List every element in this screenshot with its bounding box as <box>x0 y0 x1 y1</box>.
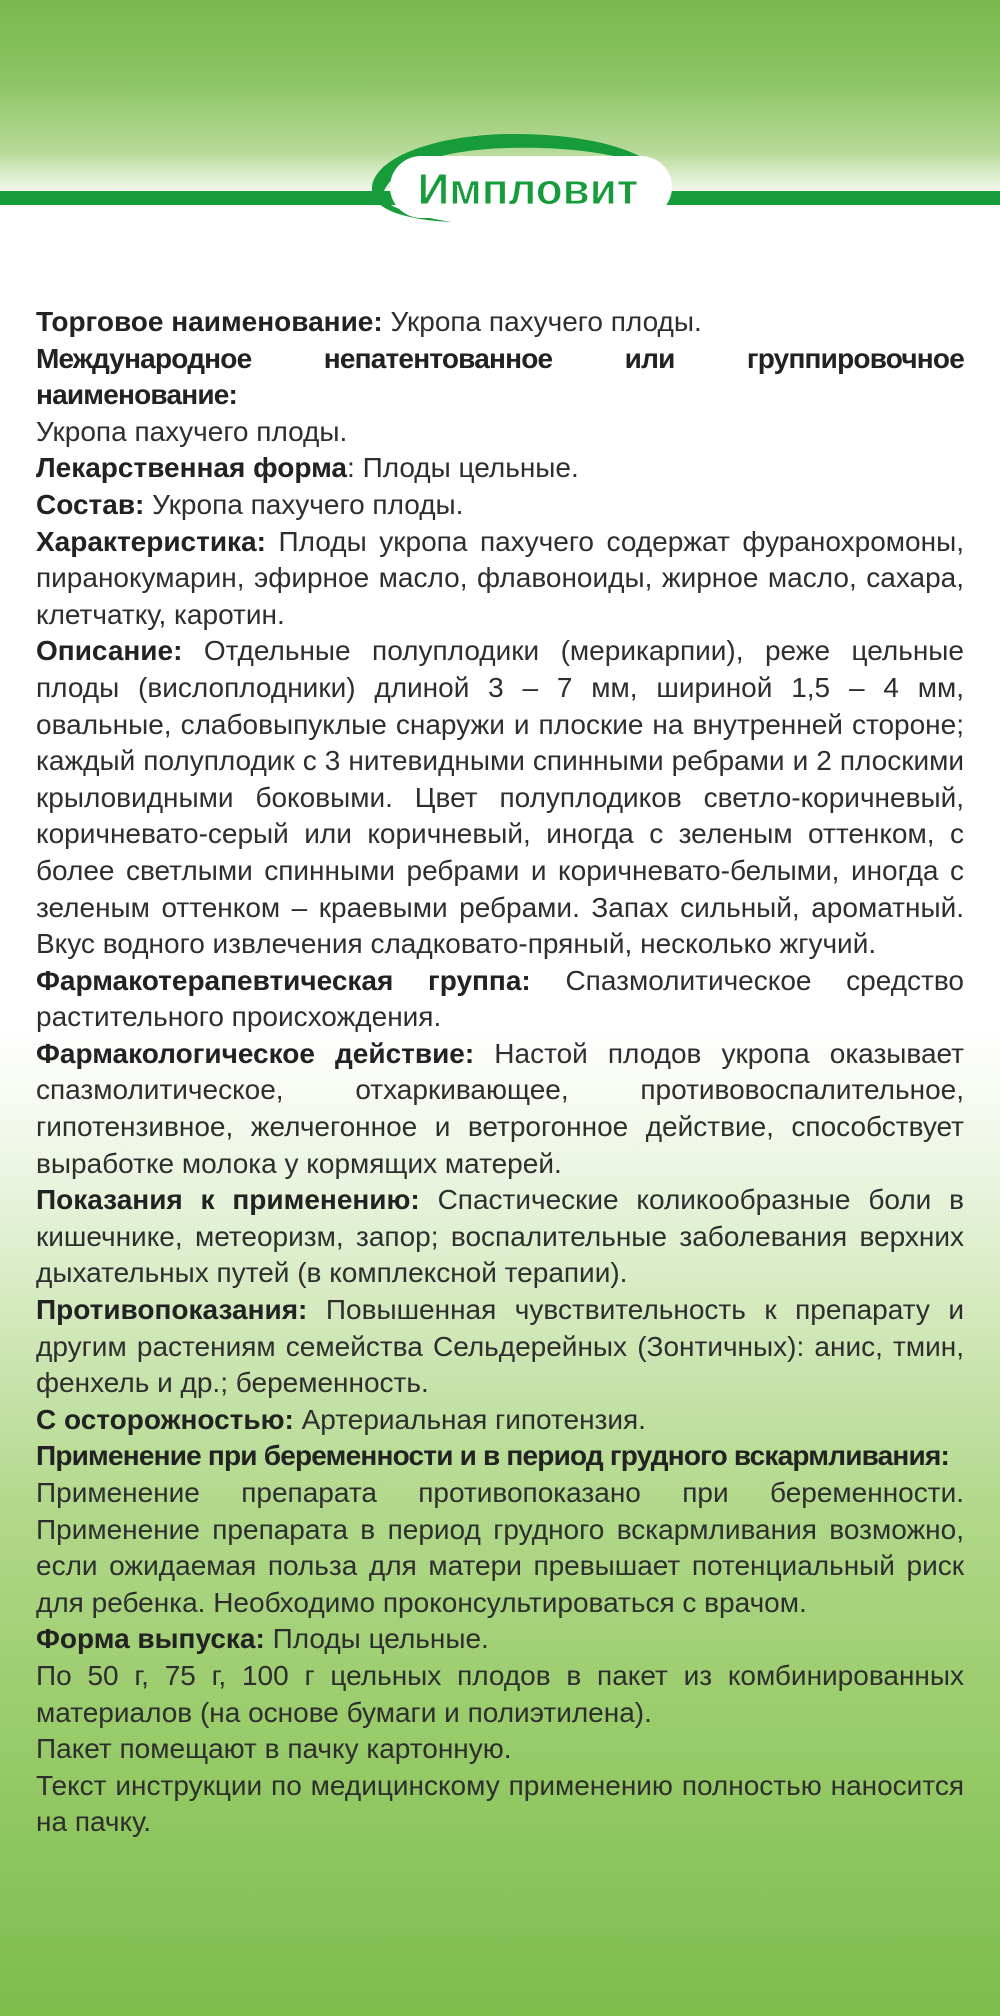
section-text: Настой плодов укропа оказывает спазмолитическое, отхаркивающее, противовоспалительное, гипотензивное, желчегонное и ветрогонное действие, способствует выработке молока у кормящих матерей. <box>36 1037 965 1179</box>
pregnancy-text <box>36 1475 964 1621</box>
section-text: Плоды цельные. <box>264 1623 489 1655</box>
section-text: Плоды укропа пахучего содержат фуранохромоны, пиранокумарин, эфирное масло, флавоноиды, жирное масло, сахара, клетчатку, каротин. <box>36 525 964 630</box>
section-text: Отдельные полуплодики (мерикарпии), реже цельные плоды (вислоплодники) длиной 3 – 7 мм, шириной 1,5 – 4 мм, овальные, слабовыпуклые снаружи и плоские на внутренней стороне; каждый полуплодик с 3 нитевидными спинными ребрами и 2 плоскими крыловидными боковыми. Цвет полуплодиков светло-коричневый, коричневато-серый или коричневый, иногда с зеленым оттенком, с более светлыми спинными ребрами и коричневато-белыми, иногда с зеленым оттенком – краевыми ребрами. Запах сильный, ароматный. Вкус водного извлечения сладковато-пряный, несколько жгучий. <box>36 635 964 960</box>
section-text: : Плоды цельные. <box>347 452 579 484</box>
section-label: Состав: <box>36 488 145 520</box>
indications <box>36 1182 964 1292</box>
section-label: Международное непатентованное или группировочное наименование: <box>36 342 964 411</box>
section-text: Спастические коликообразные боли в кишечнике, метеоризм, запор; воспалительные заболевания верхних дыхательных путей (в комплексной терапии). <box>36 1184 964 1289</box>
section-text: Укропа пахучего плоды. <box>144 488 464 520</box>
precautions <box>36 1402 964 1439</box>
section-label: Фармакологическое действие: <box>36 1037 475 1069</box>
pharmacological-action <box>36 1036 964 1182</box>
section-text: Применение препарата противопоказано при беременности. Применение препарата в период грудного вскармливания возможно, если ожидаемая польза для матери превышает потенциальный риск для ребенка. Необходимо проконсультироваться с врачом. <box>36 1477 964 1618</box>
packaging <box>36 1658 964 1731</box>
section-text: Спазмолитическое средство растительного происхождения. <box>36 964 964 1033</box>
release-note: Пакет помещают в пачку картонную. <box>36 1733 512 1765</box>
section-label: Противопоказания: <box>36 1294 308 1326</box>
trade-name <box>36 304 964 341</box>
release-form <box>36 1621 964 1658</box>
section-label: Описание: <box>36 635 183 667</box>
section-text: Артериальная гипотензия. <box>293 1403 646 1435</box>
section-label: С осторожностью: <box>36 1403 294 1435</box>
section-text: Укропа пахучего плоды. <box>36 415 348 447</box>
composition <box>36 487 964 524</box>
section-label: Лекарственная форма <box>36 452 348 484</box>
instruction-text <box>36 304 964 1841</box>
section-label: Торговое наименование: <box>36 306 383 337</box>
section-label: Форма выпуска: <box>36 1623 265 1655</box>
pharmacotherapeutic-group <box>36 963 964 1036</box>
release-note: Текст инструкции по медицинскому применению полностью наносится на пачку. <box>36 1769 964 1838</box>
release-note: По 50 г, 75 г, 100 г цельных плодов в пакет из комбинированных материалов (на основе бумаги и полиэтилена). <box>36 1659 964 1728</box>
brand-logo <box>332 128 692 228</box>
inn-label <box>36 341 964 414</box>
section-text: Укропа пахучего плоды. <box>382 306 702 337</box>
instruction-note <box>36 1768 964 1841</box>
pregnancy-label <box>36 1438 964 1475</box>
contraindications <box>36 1292 964 1402</box>
package-box <box>36 1731 964 1768</box>
section-label: Фармакотерапевтическая группа: <box>36 964 531 996</box>
section-label: Применение при беременности и в период грудного вскармливания: <box>36 1440 950 1472</box>
brand-logo-emblem <box>332 128 692 228</box>
section-label: Показания к применению: <box>36 1184 420 1216</box>
inn-value <box>36 414 964 451</box>
section-text: Повышенная чувствительность к препарату и другим растениям семейства Сельдерейных (Зонтичных): анис, тмин, фенхель и др.; беременность. <box>36 1294 964 1399</box>
brand-name: Импловит <box>417 165 639 214</box>
description <box>36 633 964 962</box>
section-label: Характеристика: <box>36 525 266 557</box>
dosage-form <box>36 450 964 487</box>
characteristic <box>36 524 964 634</box>
